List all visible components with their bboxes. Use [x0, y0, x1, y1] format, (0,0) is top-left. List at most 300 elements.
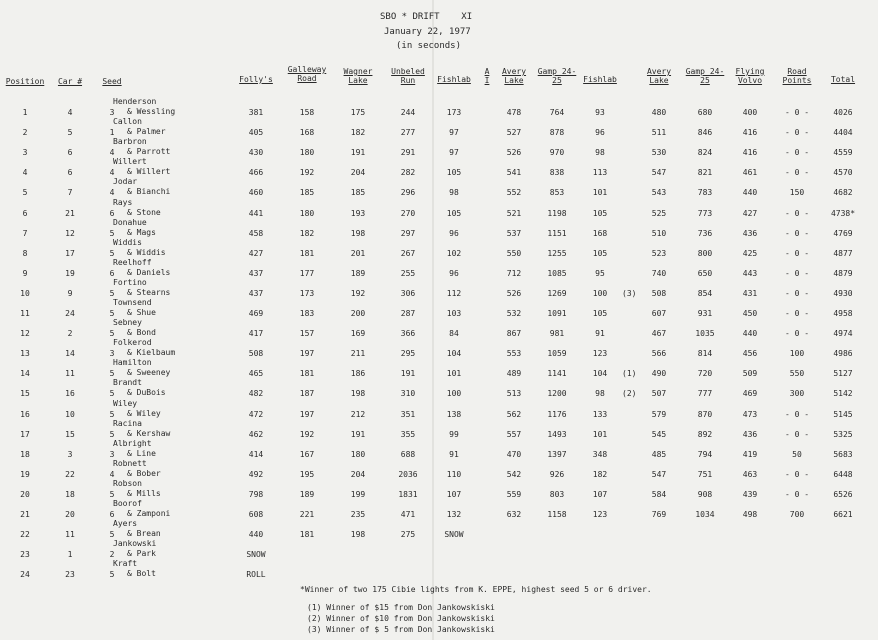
cell-c11: 1035 — [695, 329, 715, 339]
cell-c5: 96 — [449, 228, 459, 238]
cell-seed: 5 — [109, 248, 115, 258]
driver-name: Folkerod — [113, 338, 152, 348]
cell-c13: 150 — [789, 188, 805, 198]
driver-name: Ayers — [113, 519, 138, 529]
cell-c14: 6526 — [833, 489, 853, 499]
cell-c5: 100 — [446, 389, 462, 399]
cell-c7: 526 — [506, 288, 522, 298]
codriver-name: & Palmer — [127, 127, 166, 137]
cell-c14: 4404 — [833, 128, 853, 138]
cell-c10: 543 — [651, 188, 667, 198]
cell-c4: 277 — [400, 128, 416, 138]
cell-c2: 189 — [299, 489, 315, 499]
cell-c3: 175 — [350, 108, 366, 117]
cell-c13: - 0 - — [784, 248, 810, 258]
cell-pos: 5 — [22, 188, 28, 198]
cell-c9: 98 — [595, 389, 605, 399]
cell-c1: 608 — [248, 510, 264, 519]
table-row — [0, 318, 878, 338]
cell-c4: 270 — [400, 208, 416, 218]
cell-c10: 508 — [651, 288, 667, 298]
codriver-name: & Wessling — [127, 107, 176, 116]
cell-pos: 24 — [20, 570, 30, 580]
cell-c11: 794 — [697, 449, 713, 459]
cell-c14: 4769 — [833, 228, 853, 238]
cell-c3: 204 — [350, 168, 366, 178]
cell-c13: 550 — [789, 369, 805, 379]
cell-c9: 101 — [592, 429, 608, 439]
cell-c7: 513 — [506, 389, 522, 399]
cell-c5: 98 — [449, 188, 459, 198]
cell-c5: 96 — [449, 268, 459, 278]
cell-c13: - 0 - — [784, 489, 810, 499]
cell-car: 18 — [65, 489, 75, 499]
cell-c5: 110 — [446, 469, 462, 479]
codriver-name: & Daniels — [127, 267, 171, 277]
cell-car: 15 — [65, 429, 75, 439]
cell-c4: 255 — [400, 268, 416, 278]
cell-c4: 688 — [400, 449, 416, 459]
cell-c9: 123 — [592, 349, 608, 359]
table-row — [0, 218, 878, 238]
cell-c7: 632 — [506, 510, 522, 519]
cell-c7: 521 — [506, 208, 522, 218]
cell-car: 11 — [65, 530, 75, 540]
cell-c2: 182 — [299, 228, 315, 238]
cell-seed: 4 — [109, 188, 115, 198]
col-header-car: Car # — [57, 77, 83, 86]
cell-c12: 425 — [742, 248, 758, 258]
cell-seed: 5 — [109, 409, 115, 419]
cell-pos: 20 — [20, 489, 30, 499]
cell-c1: 460 — [248, 188, 264, 198]
cell-c14: 5127 — [833, 369, 853, 379]
cell-c12: 416 — [742, 148, 758, 158]
cell-car: 21 — [65, 208, 75, 218]
cell-c2: 158 — [299, 108, 315, 117]
cell-c10: 523 — [651, 248, 667, 258]
cell-c14: 4974 — [833, 329, 853, 339]
cell-c9: 104 — [592, 369, 608, 379]
col-header-c7: Avery Lake — [501, 67, 527, 85]
cell-c8: 1091 — [547, 309, 567, 318]
table-row — [0, 258, 878, 278]
cell-c1: 462 — [248, 429, 264, 439]
col-header-c2: Galleway Road — [287, 65, 327, 83]
codriver-name: & Bober — [127, 468, 161, 478]
cell-c5: 105 — [446, 168, 462, 178]
col-header-c13: Road Points — [782, 67, 812, 85]
cell-c11: 800 — [697, 248, 713, 258]
cell-pos: 13 — [20, 349, 30, 359]
cell-car: 23 — [65, 570, 75, 580]
cell-car: 6 — [67, 148, 73, 158]
cell-c8: 803 — [549, 489, 565, 499]
driver-name: Donahue — [113, 217, 147, 227]
cell-c5: 91 — [449, 449, 459, 459]
cell-seed: 5 — [109, 329, 115, 339]
table-row — [0, 97, 878, 117]
cell-c8: 764 — [549, 108, 565, 117]
cell-c8: 1141 — [547, 369, 567, 379]
cell-c13: - 0 - — [784, 208, 810, 218]
driver-name: Robson — [113, 478, 142, 488]
cell-c1: ROLL — [246, 570, 266, 580]
col-header-c12: Flying Volvo — [735, 67, 765, 85]
cell-car: 12 — [65, 228, 75, 238]
cell-c2: 187 — [299, 389, 315, 399]
cell-c7: 712 — [506, 268, 522, 278]
codriver-name: & Mags — [127, 227, 156, 237]
cell-c7: 470 — [506, 449, 522, 459]
cell-c9: 105 — [592, 248, 608, 258]
cell-c8: 878 — [549, 128, 565, 138]
cell-c14: 4879 — [833, 268, 853, 278]
codriver-name: & Widdis — [127, 247, 166, 257]
driver-name: Jankowski — [113, 539, 157, 549]
cell-c11: 821 — [697, 168, 713, 178]
cell-c3: 201 — [350, 248, 366, 258]
cell-c12: 463 — [742, 469, 758, 479]
cell-c3: 191 — [350, 429, 366, 439]
cell-c9: 168 — [592, 228, 608, 238]
cell-c1: 469 — [248, 309, 264, 318]
cell-c13: 50 — [792, 449, 802, 459]
cell-c12: 436 — [742, 429, 758, 439]
cell-c13: - 0 - — [784, 329, 810, 339]
cell-c2: 185 — [299, 188, 315, 198]
cell-c3: 198 — [350, 530, 366, 540]
cell-c7: 562 — [506, 409, 522, 419]
cell-c14: 4930 — [833, 288, 853, 298]
cell-c11: 892 — [697, 429, 713, 439]
cell-c13: - 0 - — [784, 148, 810, 158]
cell-c2: 167 — [299, 449, 315, 459]
cell-c5: 138 — [446, 409, 462, 419]
cell-c2: 197 — [299, 349, 315, 359]
cell-c8: 1085 — [547, 268, 567, 278]
cell-c8: 1176 — [547, 409, 567, 419]
cell-c9: 100 — [592, 288, 608, 298]
cell-c11: 720 — [697, 369, 713, 379]
table-row — [0, 117, 878, 137]
cell-c4: 310 — [400, 389, 416, 399]
cell-car: 5 — [67, 128, 73, 138]
cell-car: 20 — [65, 510, 75, 519]
cell-c11: 931 — [697, 309, 713, 318]
cell-c14: 5145 — [833, 409, 853, 419]
cell-c1: 430 — [248, 148, 264, 158]
cell-c2: 221 — [299, 510, 315, 519]
codriver-name: & DuBois — [127, 388, 166, 398]
cell-seed: 1 — [109, 128, 115, 138]
cell-c2: 183 — [299, 309, 315, 318]
cell-c8: 1200 — [547, 389, 567, 399]
cell-c1: 492 — [248, 469, 264, 479]
table-row — [0, 519, 878, 539]
cell-c9: 107 — [592, 489, 608, 499]
cell-c9: 96 — [595, 128, 605, 138]
cell-c3: 198 — [350, 389, 366, 399]
cell-c5: 84 — [449, 329, 459, 339]
cell-c12: 440 — [742, 329, 758, 339]
cell-c7: 542 — [506, 469, 522, 479]
cell-c9: 93 — [595, 108, 605, 117]
driver-name: Willert — [113, 157, 147, 167]
table-row — [0, 177, 878, 197]
cell-c14: 4570 — [833, 168, 853, 178]
cell-c10: 490 — [651, 369, 667, 379]
cell-c12: 427 — [742, 208, 758, 218]
cell-c7: 489 — [506, 369, 522, 379]
cell-c8: 970 — [549, 148, 565, 158]
cell-c9: 105 — [592, 309, 608, 318]
cell-c4: 297 — [400, 228, 416, 238]
cell-seed: 3 — [109, 108, 115, 117]
cell-c11: 908 — [697, 489, 713, 499]
cell-c12: 469 — [742, 389, 758, 399]
cell-c10: 566 — [651, 349, 667, 359]
cell-pos: 17 — [20, 429, 30, 439]
cell-pos: 12 — [20, 329, 30, 339]
cell-c14: 5325 — [833, 429, 853, 439]
units-note: (in seconds) — [396, 41, 462, 51]
cell-c5: 103 — [446, 309, 462, 318]
cell-c8: 1151 — [547, 228, 567, 238]
cell-c8: 1198 — [547, 208, 567, 218]
cell-car: 19 — [65, 268, 75, 278]
table-row — [0, 157, 878, 177]
footnote-star: *Winner of two 175 Cibie lights from K. EPPE, highest seed 5 or 6 driver. — [300, 585, 652, 594]
results-title: SBO * DRIFT XI — [380, 12, 473, 22]
event-date: January 22, 1977 — [384, 27, 471, 37]
table-row — [0, 439, 878, 459]
cell-c1: 465 — [248, 369, 264, 379]
cell-c4: 295 — [400, 349, 416, 359]
footnote-3: (3) Winner of $ 5 from Don Jankowskiski — [307, 625, 495, 634]
codriver-name: & Line — [127, 448, 156, 458]
driver-name: Brandt — [113, 378, 142, 388]
driver-name: Fortino — [113, 277, 147, 287]
cell-c13: - 0 - — [784, 429, 810, 439]
cell-pos: 15 — [20, 389, 30, 399]
col-header-c5: Fishlab — [437, 75, 471, 84]
cell-seed: 5 — [109, 288, 115, 298]
codriver-name: & Kielbaum — [127, 348, 176, 358]
table-row — [0, 378, 878, 398]
cell-c11: 846 — [697, 128, 713, 138]
cell-c3: 212 — [350, 409, 366, 419]
cell-c1: 508 — [248, 349, 264, 359]
table-row — [0, 499, 878, 519]
cell-c7: 552 — [506, 188, 522, 198]
cell-c14: 6448 — [833, 469, 853, 479]
cell-c1: 437 — [248, 288, 264, 298]
col-header-c3: Wagner Lake — [343, 67, 373, 85]
cell-c5: 97 — [449, 128, 459, 138]
cell-c8: 1269 — [547, 288, 567, 298]
cell-c9: 101 — [592, 188, 608, 198]
table-row — [0, 338, 878, 358]
table-row — [0, 238, 878, 258]
cell-c11: 1034 — [695, 510, 715, 519]
cell-pos: 6 — [22, 208, 28, 218]
cell-c12: 440 — [742, 188, 758, 198]
cell-c1: 414 — [248, 449, 264, 459]
driver-name: Widdis — [113, 237, 142, 247]
cell-seed: 4 — [109, 469, 115, 479]
cell-c2: 180 — [299, 148, 315, 158]
cell-c1: 482 — [248, 389, 264, 399]
cell-c13: 300 — [789, 389, 805, 399]
codriver-name: & Brean — [127, 529, 161, 539]
cell-c3: 235 — [350, 510, 366, 519]
cell-c8: 838 — [549, 168, 565, 178]
cell-seed: 5 — [109, 309, 115, 318]
cell-c10: 607 — [651, 309, 667, 318]
cell-pos: 4 — [22, 168, 28, 178]
cell-c2: 192 — [299, 168, 315, 178]
cell-note: (2) — [622, 389, 637, 399]
cell-car: 22 — [65, 469, 75, 479]
cell-seed: 6 — [109, 510, 115, 519]
cell-seed: 5 — [109, 369, 115, 379]
cell-c8: 1397 — [547, 449, 567, 459]
cell-c3: 191 — [350, 148, 366, 158]
cell-c10: 547 — [651, 168, 667, 178]
cell-c8: 1255 — [547, 248, 567, 258]
cell-car: 9 — [67, 288, 73, 298]
cell-c5: 101 — [446, 369, 462, 379]
footnote-1: (1) Winner of $15 from Don Jankowskiski — [307, 603, 495, 612]
driver-name: Rays — [113, 197, 133, 207]
cell-c7: 550 — [506, 248, 522, 258]
cell-pos: 9 — [22, 268, 28, 278]
cell-pos: 18 — [20, 449, 30, 459]
table-row — [0, 278, 878, 298]
cell-c13: - 0 - — [784, 268, 810, 278]
cell-c4: 282 — [400, 168, 416, 178]
driver-name: Wiley — [113, 398, 138, 408]
cell-c14: 4559 — [833, 148, 853, 158]
codriver-name: & Kershaw — [127, 428, 171, 438]
codriver-name: & Sweeney — [127, 368, 171, 378]
cell-c13: 700 — [789, 510, 805, 519]
cell-pos: 1 — [22, 108, 28, 117]
cell-c3: 204 — [350, 469, 366, 479]
cell-c3: 198 — [350, 228, 366, 238]
driver-name: Racina — [113, 418, 142, 428]
cell-c13: - 0 - — [784, 228, 810, 238]
cell-c9: 95 — [595, 268, 605, 278]
cell-c14: 5683 — [833, 449, 853, 459]
driver-name: Reelhoff — [113, 257, 152, 267]
cell-pos: 23 — [20, 550, 30, 560]
cell-c10: 507 — [651, 389, 667, 399]
cell-c13: - 0 - — [784, 168, 810, 178]
table-row — [0, 559, 878, 579]
driver-name: Hamilton — [113, 358, 152, 368]
cell-c11: 814 — [697, 349, 713, 359]
codriver-name: & Shue — [127, 308, 156, 317]
cell-car: 7 — [67, 188, 73, 198]
cell-c7: 541 — [506, 168, 522, 178]
cell-c11: 783 — [697, 188, 713, 198]
cell-seed: 5 — [109, 389, 115, 399]
cell-c1: 441 — [248, 208, 264, 218]
cell-c3: 193 — [350, 208, 366, 218]
driver-name: Jodar — [113, 177, 138, 187]
table-row — [0, 459, 878, 479]
cell-c3: 180 — [350, 449, 366, 459]
cell-c12: 456 — [742, 349, 758, 359]
cell-c4: 366 — [400, 329, 416, 339]
cell-c7: 527 — [506, 128, 522, 138]
cell-c1: 381 — [248, 108, 264, 117]
cell-c4: 291 — [400, 148, 416, 158]
driver-name: Townsend — [113, 298, 152, 307]
cell-c12: 431 — [742, 288, 758, 298]
cell-c14: 5142 — [833, 389, 853, 399]
driver-name: Albright — [113, 438, 152, 448]
cell-c14: 4682 — [833, 188, 853, 198]
table-row — [0, 399, 878, 419]
cell-car: 11 — [65, 369, 75, 379]
cell-c5: 112 — [446, 288, 462, 298]
cell-c9: 348 — [592, 449, 608, 459]
cell-c4: 275 — [400, 530, 416, 540]
cell-c1: 472 — [248, 409, 264, 419]
cell-c7: 532 — [506, 309, 522, 318]
cell-c10: 545 — [651, 429, 667, 439]
table-row — [0, 137, 878, 157]
cell-c2: 197 — [299, 409, 315, 419]
cell-pos: 22 — [20, 530, 30, 540]
cell-seed: 6 — [109, 208, 115, 218]
codriver-name: & Bianchi — [127, 187, 171, 197]
cell-note: (3) — [622, 288, 637, 298]
cell-c12: 450 — [742, 309, 758, 318]
cell-car: 2 — [67, 329, 73, 339]
cell-c4: 267 — [400, 248, 416, 258]
cell-car: 16 — [65, 389, 75, 399]
cell-c4: 355 — [400, 429, 416, 439]
cell-c12: 443 — [742, 268, 758, 278]
cell-c5: 173 — [446, 108, 462, 117]
cell-c4: 287 — [400, 309, 416, 318]
cell-c10: 584 — [651, 489, 667, 499]
cell-c13: - 0 - — [784, 108, 810, 117]
cell-seed: 6 — [109, 268, 115, 278]
cell-c9: 98 — [595, 148, 605, 158]
table-row — [0, 479, 878, 499]
cell-c4: 244 — [400, 108, 416, 117]
table-row — [0, 419, 878, 439]
cell-seed: 3 — [109, 449, 115, 459]
codriver-name: & Park — [127, 549, 156, 559]
cell-c2: 181 — [299, 248, 315, 258]
cell-c4: 191 — [400, 369, 416, 379]
cell-c7: 478 — [506, 108, 522, 117]
cell-c2: 157 — [299, 329, 315, 339]
cell-seed: 2 — [109, 550, 115, 560]
cell-c10: 467 — [651, 329, 667, 339]
cell-c5: 105 — [446, 208, 462, 218]
cell-c5: 107 — [446, 489, 462, 499]
cell-c14: 4026 — [833, 108, 853, 117]
cell-c7: 559 — [506, 489, 522, 499]
cell-car: 10 — [65, 409, 75, 419]
